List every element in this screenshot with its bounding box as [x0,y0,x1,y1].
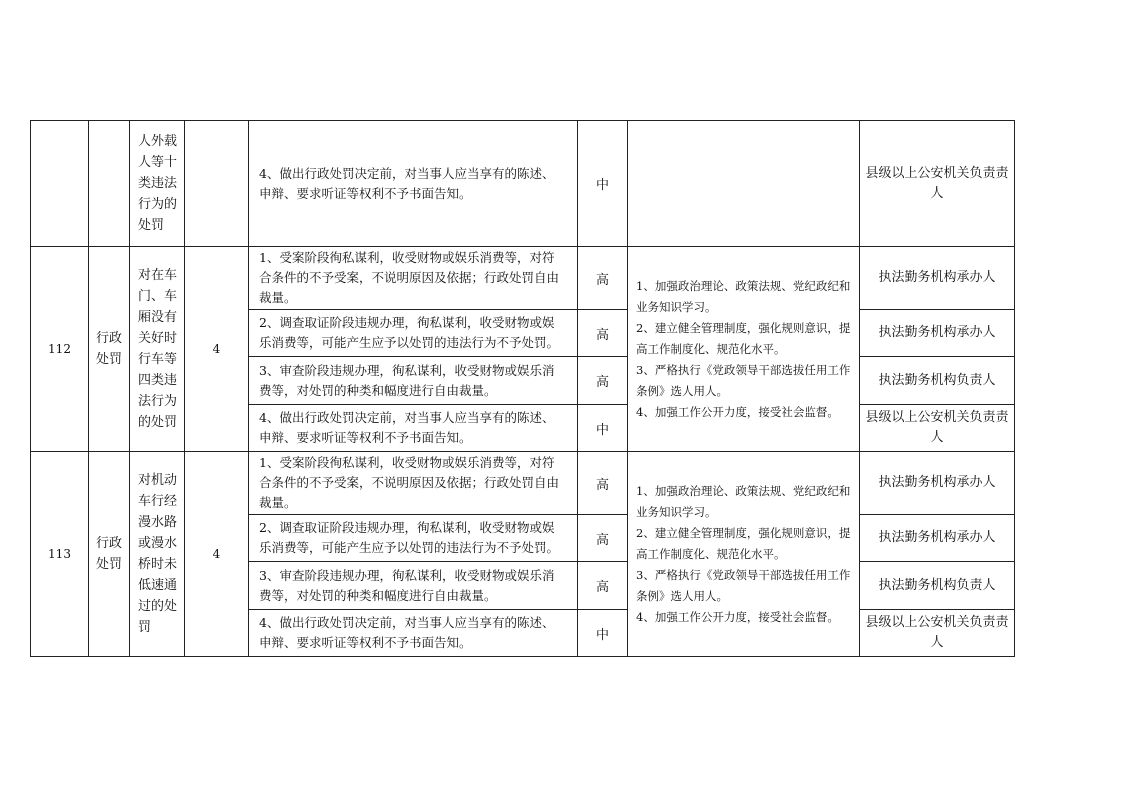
risk-description-cell: 4、做出行政处罚决定前，对当事人应当享有的陈述、 申辩、要求听证等权利不予书面告知。 [249,121,578,247]
risk-level-cell: 高 [578,452,628,515]
responsible-person-cell: 县级以上公安机关负责责 人 [860,610,1015,657]
risk-description-cell: 3、审查阶段违规办理，徇私谋利，收受财物或娱乐消 费等，对处罚的种类和幅度进行自由裁量。 [249,562,578,610]
risk-level-cell: 中 [578,121,628,247]
item-number-cell [31,121,89,247]
risk-level-cell: 中 [578,610,628,657]
responsible-person-cell: 执法勤务机构负责人 [860,562,1015,610]
category-cell: 行政 处罚 [89,247,130,452]
item-number-cell: 113 [31,452,89,657]
risk-description-cell: 1、受案阶段徇私谋利，收受财物或娱乐消费等，对符 合条件的不予受案，不说明原因及依据；行政处罚自由 裁量。 [249,247,578,310]
risk-level-cell: 高 [578,515,628,562]
risk-level-cell: 高 [578,247,628,310]
responsible-person-cell: 执法勤务机构承办人 [860,310,1015,357]
item-name-cell: 对机动 车行经 漫水路 或漫水 桥时未 低速通 过的处 罚 [130,452,185,657]
item-number-cell: 112 [31,247,89,452]
risk-description-cell: 1、受案阶段徇私谋利，收受财物或娱乐消费等，对符 合条件的不予受案，不说明原因及依据；行政处罚自由 裁量。 [249,452,578,515]
responsible-person-cell: 执法勤务机构承办人 [860,247,1015,310]
item-name-cell: 对在车 门、车 厢没有 关好时 行车等 四类违 法行为 的处罚 [130,247,185,452]
responsible-person-cell: 执法勤务机构承办人 [860,452,1015,515]
category-cell [89,121,130,247]
risk-description-cell: 2、调查取证阶段违规办理，徇私谋利，收受财物或娱 乐消费等，可能产生应予以处罚的违法行为不予处罚。 [249,310,578,357]
risk-table [30,120,1015,657]
risk-description-cell: 4、做出行政处罚决定前，对当事人应当享有的陈述、 申辩、要求听证等权利不予书面告知。 [249,610,578,657]
risk-level-cell: 高 [578,562,628,610]
category-cell: 行政 处罚 [89,452,130,657]
responsible-person-cell: 县级以上公安机关负责责 人 [860,405,1015,452]
risk-description-cell: 3、审查阶段违规办理，徇私谋利，收受财物或娱乐消 费等，对处罚的种类和幅度进行自由裁量。 [249,357,578,405]
risk-points-cell: 4 [185,247,249,452]
responsible-person-cell: 执法勤务机构负责人 [860,357,1015,405]
table-row [31,247,1015,310]
risk-level-cell: 高 [578,357,628,405]
responsible-person-cell: 执法勤务机构承办人 [860,515,1015,562]
risk-level-cell: 高 [578,310,628,357]
risk-description-cell: 2、调查取证阶段违规办理，徇私谋利，收受财物或娱 乐消费等，可能产生应予以处罚的违法行为不予处罚。 [249,515,578,562]
risk-points-cell: 4 [185,452,249,657]
risk-points-cell [185,121,249,247]
risk-level-cell: 中 [578,405,628,452]
table-row [31,121,1015,247]
risk-description-cell: 4、做出行政处罚决定前，对当事人应当享有的陈述、 申辩、要求听证等权利不予书面告知。 [249,405,578,452]
table-row [31,452,1015,515]
prevention-measures-cell: 1、加强政治理论、政策法规、党纪政纪和 业务知识学习。 2、建立健全管理制度，强化规则意识，提 高工作制度化、规范化水平。 3、严格执行《党政领导干部选拔任用工作 条例》选人用人。 4、加强工作公开力度，接受社会监督。 [628,247,860,452]
prevention-measures-cell: 1、加强政治理论、政策法规、党纪政纪和 业务知识学习。 2、建立健全管理制度，强化规则意识，提 高工作制度化、规范化水平。 3、严格执行《党政领导干部选拔任用工作 条例》选人用人。 4、加强工作公开力度，接受社会监督。 [628,452,860,657]
item-name-cell: 人外载 人等十 类违法 行为的 处罚 [130,121,185,247]
prevention-measures-cell [628,121,860,247]
responsible-person-cell: 县级以上公安机关负责责 人 [860,121,1015,247]
